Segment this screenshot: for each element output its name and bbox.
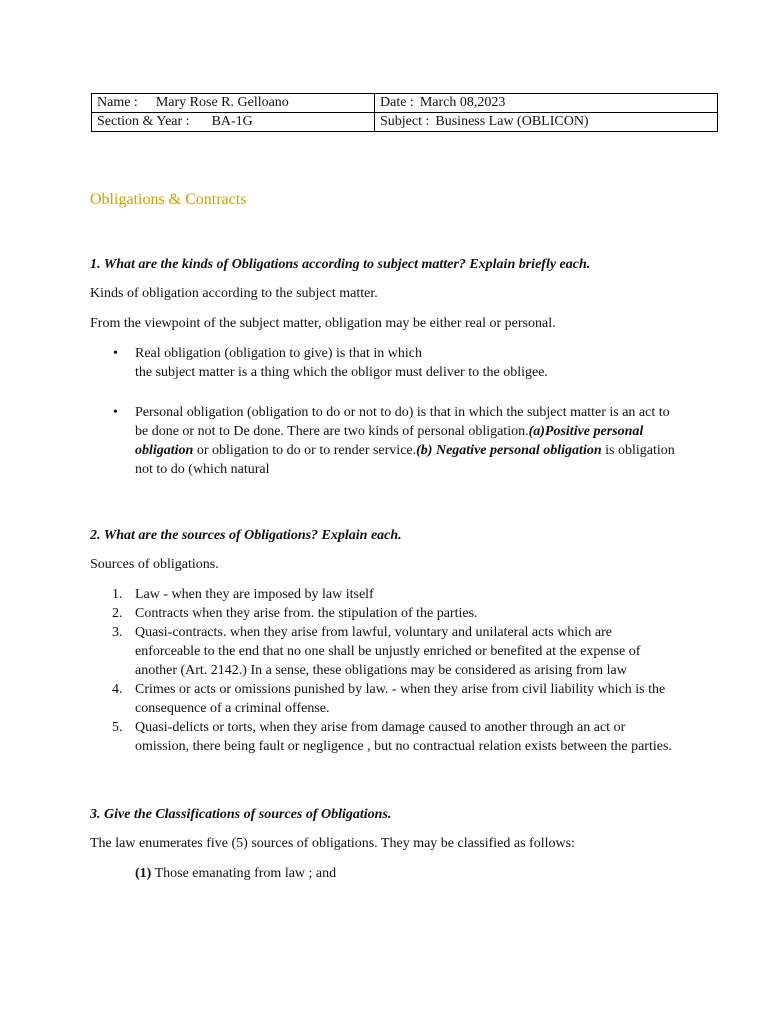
date-value: March 08,2023 bbox=[419, 95, 506, 110]
section-label: Section & Year : bbox=[97, 114, 190, 129]
list-item bbox=[90, 680, 675, 718]
subject-value: Business Law (OBLICON) bbox=[435, 114, 589, 129]
bullet-1-line-1: Real obligation (obligation to give) is that in which bbox=[135, 346, 422, 361]
item-number: 5. bbox=[112, 720, 123, 735]
info-row-1 bbox=[92, 94, 718, 113]
date-label: Date : bbox=[380, 95, 414, 110]
bullet-2-text-3: is obligation not to do (which natural bbox=[135, 443, 675, 477]
page-heading: Obligations & Contracts bbox=[90, 191, 247, 208]
question-3: 3. Give the Classifications of sources of Obligations. bbox=[90, 807, 392, 822]
item-text: Quasi-contracts. when they arise from lawful, voluntary and unilateral acts which are enforceable to the end that no one shall be unjustly enriched or benefited at the expense of another (Art. 2142.) In a sense, these obligations may be considered as arising from law bbox=[135, 625, 641, 678]
q3-item-1-number: (1) bbox=[135, 866, 152, 881]
question-1: 1. What are the kinds of Obligations according to subject matter? Explain briefly each. bbox=[90, 257, 591, 272]
q3-item-1-text: Those emanating from law ; and bbox=[151, 866, 337, 881]
q2-numbered-list bbox=[90, 585, 690, 756]
item-number: 2. bbox=[112, 606, 123, 621]
item-text: Contracts when they arise from. the stipulation of the parties. bbox=[135, 606, 478, 621]
section-cell bbox=[92, 113, 375, 132]
q3-item-1 bbox=[90, 864, 690, 883]
document-body bbox=[90, 255, 690, 883]
name-cell bbox=[92, 94, 375, 113]
question-2: 2. What are the sources of Obligations? Explain each. bbox=[90, 528, 402, 543]
subject-label: Subject : bbox=[380, 114, 430, 129]
student-info-table bbox=[91, 93, 718, 132]
subject-cell bbox=[375, 113, 718, 132]
list-item bbox=[90, 604, 675, 623]
bullet-2-emphasis-2: (b) Negative personal obligation bbox=[416, 443, 602, 458]
date-cell bbox=[375, 94, 718, 113]
list-item bbox=[90, 403, 675, 479]
bullet-2-text-1: Personal obligation (obligation to do or not to do) is that in which the subject matter is an act to be done or not to De done. There are two kinds of personal obligation. bbox=[135, 405, 670, 439]
item-number: 1. bbox=[112, 587, 123, 602]
info-row-2 bbox=[92, 113, 718, 132]
list-item bbox=[90, 718, 675, 756]
q3-paragraph-1: The law enumerates five (5) sources of obligations. They may be classified as follows: bbox=[90, 836, 575, 851]
section-value: BA-1G bbox=[211, 114, 253, 129]
item-number: 3. bbox=[112, 625, 123, 640]
list-item bbox=[90, 623, 675, 680]
name-value: Mary Rose R. Gelloano bbox=[155, 95, 289, 110]
bullet-2-text-2: or obligation to do or to render service. bbox=[193, 443, 417, 458]
item-text: Quasi-delicts or torts, when they arise from damage caused to another through an act or omission, there being fault or negligence , but no contractual relation exists between the parties. bbox=[135, 720, 672, 754]
q1-paragraph-2: From the viewpoint of the subject matter, obligation may be either real or personal. bbox=[90, 316, 556, 331]
bullet-2-emphasis-1: (a)Positive personal obligation bbox=[135, 424, 644, 458]
item-text: Law - when they are imposed by law itself bbox=[135, 587, 374, 602]
list-item bbox=[90, 585, 675, 604]
q2-paragraph-1: Sources of obligations. bbox=[90, 557, 219, 572]
q1-bullet-list bbox=[90, 344, 690, 479]
item-text: Crimes or acts or omissions punished by law. - when they arise from civil liability which is the consequence of a criminal offense. bbox=[135, 682, 666, 716]
name-label: Name : bbox=[97, 95, 138, 110]
item-number: 4. bbox=[112, 682, 123, 697]
q1-paragraph-1: Kinds of obligation according to the subject matter. bbox=[90, 286, 378, 301]
list-item bbox=[90, 344, 675, 382]
bullet-1-line-2: the subject matter is a thing which the obligor must deliver to the obligee. bbox=[135, 365, 548, 380]
